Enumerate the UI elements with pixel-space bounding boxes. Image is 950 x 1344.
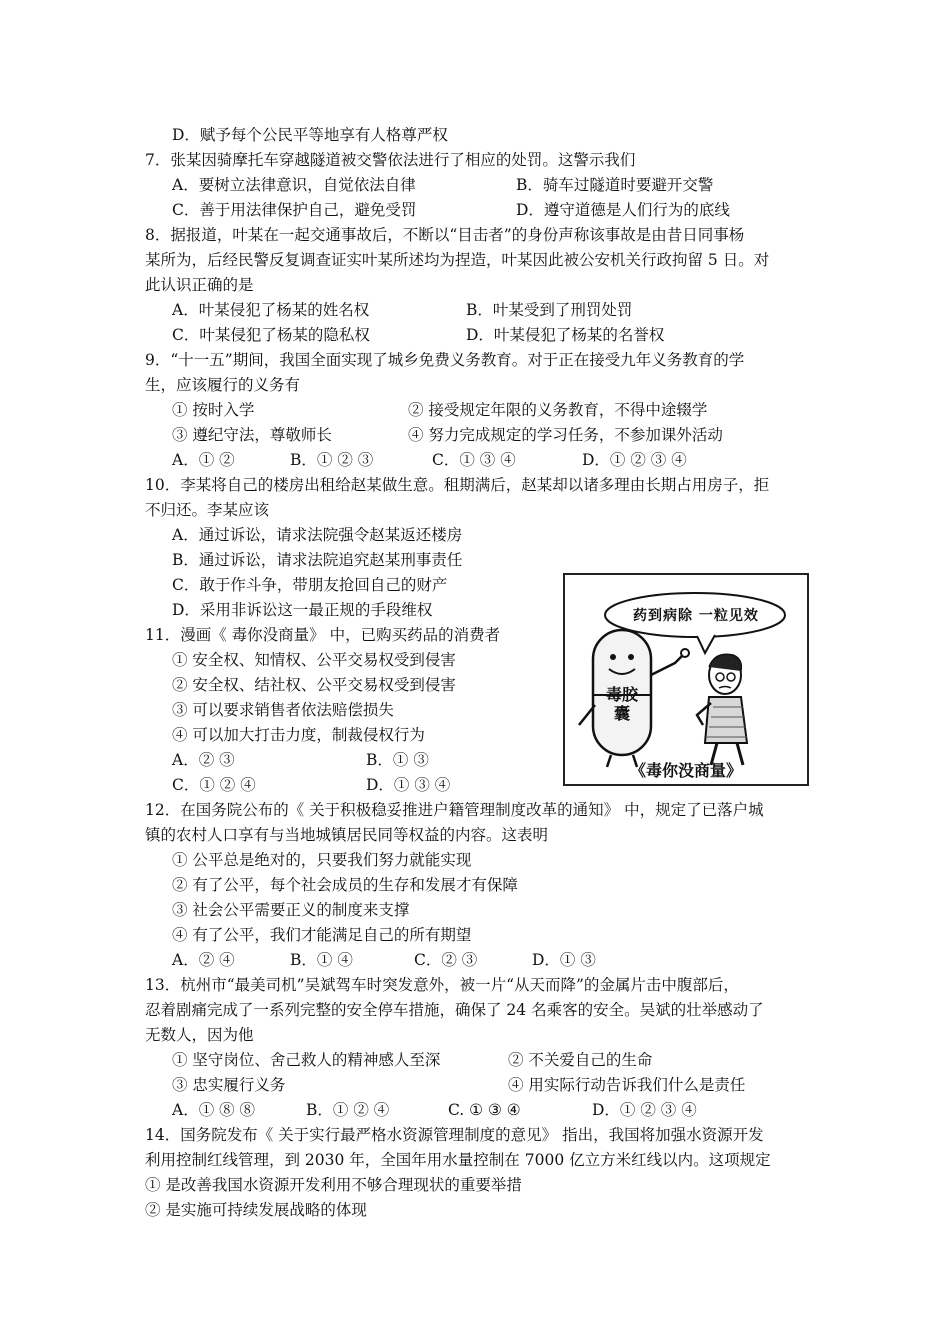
q13-item-2: ② 不关爱自己的生命: [508, 1051, 653, 1069]
q11-option-b: B．① ③: [366, 751, 429, 769]
q10-option-c: C．敢于作斗争，带朋友抢回自己的财产: [172, 576, 448, 594]
speech-bubble-text: 药到病除 一粒见效: [633, 608, 759, 624]
q9-option-a: A．① ②: [172, 451, 235, 469]
q7-option-b: B．骑车过隧道时要避开交警: [516, 176, 714, 194]
q13-option-d: D．① ② ③ ④: [592, 1101, 697, 1119]
question-14-line-2: 利用控制红线管理，到 2030 年，全国年用水量控制在 7000 亿立方米红线以内。这项规定: [145, 1151, 771, 1169]
question-12-line-2: 镇的农村人口享有与当地城镇居民同等权益的内容。这表明: [145, 826, 549, 844]
question-12-line-1: 12．在国务院公布的《 关于积极稳妥推进户籍管理制度改革的通知》 中，规定了已落户城: [145, 801, 764, 819]
question-8-line-3: 此认识正确的是: [145, 276, 254, 294]
question-13-line-1: 13．杭州市“最美司机”吴斌驾车时突发意外，被一片“从天而降”的金属片击中腹部后，: [145, 976, 739, 994]
q13-option-a: A．① ⑧ ⑧: [172, 1101, 256, 1119]
q8-option-a: A．叶某侵犯了杨某的姓名权: [172, 301, 370, 319]
q12-item-2: ② 有了公平，每个社会成员的生存和发展才有保障: [172, 876, 518, 894]
question-9-line-1: 9．“十一五”期间，我国全面实现了城乡免费义务教育。对于正在接受九年义务教育的学: [145, 351, 745, 369]
question-14-line-1: 14．国务院发布《 关于实行最严格水资源管理制度的意见》 指出，我国将加强水资源开发: [145, 1126, 764, 1144]
q10-option-d: D．采用非诉讼这一最正规的手段维权: [172, 601, 433, 619]
q9-item-3: ③ 遵纪守法，尊敬师长: [172, 426, 332, 444]
q7-option-a: A．要树立法律意识，自觉依法自律: [172, 176, 416, 194]
q9-item-2: ② 接受规定年限的义务教育，不得中途辍学: [408, 401, 708, 419]
q8-option-b: B．叶某受到了刑罚处罚: [466, 301, 633, 319]
q8-option-c: C．叶某侵犯了杨某的隐私权: [172, 326, 370, 344]
q8-option-d: D．叶某侵犯了杨某的名誉权: [466, 326, 665, 344]
cartoon-caption: 《毒你没商量》: [629, 761, 742, 780]
question-13-line-3: 无数人，因为他: [145, 1026, 254, 1044]
q11-item-3: ③ 可以要求销售者依法赔偿损失: [172, 701, 394, 719]
q11-option-d: D．① ③ ④: [366, 776, 451, 794]
q12-option-d: D．① ③: [532, 951, 596, 969]
q11-item-4: ④ 可以加大打击力度，制裁侵权行为: [172, 726, 425, 744]
q13-option-b: B．① ② ④: [306, 1101, 390, 1119]
q9-option-d: D．① ② ③ ④: [582, 451, 687, 469]
q13-item-3: ③ 忠实履行义务: [172, 1076, 286, 1094]
q7-option-d: D．遵守道德是人们行为的底线: [516, 201, 730, 219]
q12-option-a: A．② ④: [172, 951, 235, 969]
q9-option-b: B．① ② ③: [290, 451, 374, 469]
q10-option-a: A．通过诉讼，请求法院强令赵某返还楼房: [172, 526, 463, 544]
q13-item-1: ① 坚守岗位、舍己救人的精神感人至深: [172, 1051, 441, 1069]
question-8-line-2: 某所为，后经民警反复调查证实叶某所述均为捏造，叶某因此被公安机关行政拘留 5 日。对: [145, 251, 770, 269]
question-7: 7．张某因骑摩托车穿越隧道被交警依法进行了相应的处罚。这警示我们: [145, 151, 636, 169]
q13-option-c: C. ① ③ ④: [448, 1101, 521, 1119]
question-10-line-2: 不归还。李某应该: [145, 501, 270, 519]
q9-item-1: ① 按时入学: [172, 401, 255, 419]
q7-option-c: C．善于用法律保护自己，避免受罚: [172, 201, 417, 219]
q6-option-d: D．赋予每个公民平等地享有人格尊严权: [172, 126, 448, 144]
pill-label: 毒胶囊: [605, 685, 638, 723]
question-9-line-2: 生，应该履行的义务有: [145, 376, 301, 394]
q11-item-2: ② 安全权、结社权、公平交易权受到侵害: [172, 676, 456, 694]
q10-option-b: B．通过诉讼，请求法院追究赵某刑事责任: [172, 551, 463, 569]
q11-option-a: A．② ③: [172, 751, 235, 769]
question-13-line-2: 忍着剧痛完成了一系列完整的安全停车措施，确保了 24 名乘客的安全。吴斌的壮举感动了: [145, 1001, 764, 1019]
q13-item-4: ④ 用实际行动告诉我们什么是责任: [508, 1076, 746, 1094]
q12-item-4: ④ 有了公平，我们才能满足自己的所有期望: [172, 926, 472, 944]
q12-item-3: ③ 社会公平需要正义的制度来支撑: [172, 901, 410, 919]
q11-option-c: C．① ② ④: [172, 776, 256, 794]
q14-item-2: ② 是实施可持续发展战略的体现: [145, 1201, 367, 1219]
q12-option-b: B．① ④: [290, 951, 353, 969]
question-8-line-1: 8．据报道，叶某在一起交通事故后，不断以“目击者”的身份声称该事故是由昔日同事杨: [145, 226, 745, 244]
q9-item-4: ④ 努力完成规定的学习任务，不参加课外活动: [408, 426, 723, 444]
cartoon-illustration: [563, 573, 809, 786]
q9-option-c: C．① ③ ④: [432, 451, 516, 469]
question-11: 11．漫画《 毒你没商量》 中，已购买药品的消费者: [145, 626, 501, 644]
q14-item-1: ① 是改善我国水资源开发利用不够合理现状的重要举措: [145, 1176, 522, 1194]
question-10-line-1: 10．李某将自己的楼房出租给赵某做生意。租期满后，赵某却以诸多理由长期占用房子，拒: [145, 476, 770, 494]
q12-option-c: C．② ③: [414, 951, 478, 969]
q12-item-1: ① 公平总是绝对的，只要我们努力就能实现: [172, 851, 472, 869]
q11-item-1: ① 安全权、知情权、公平交易权受到侵害: [172, 651, 456, 669]
